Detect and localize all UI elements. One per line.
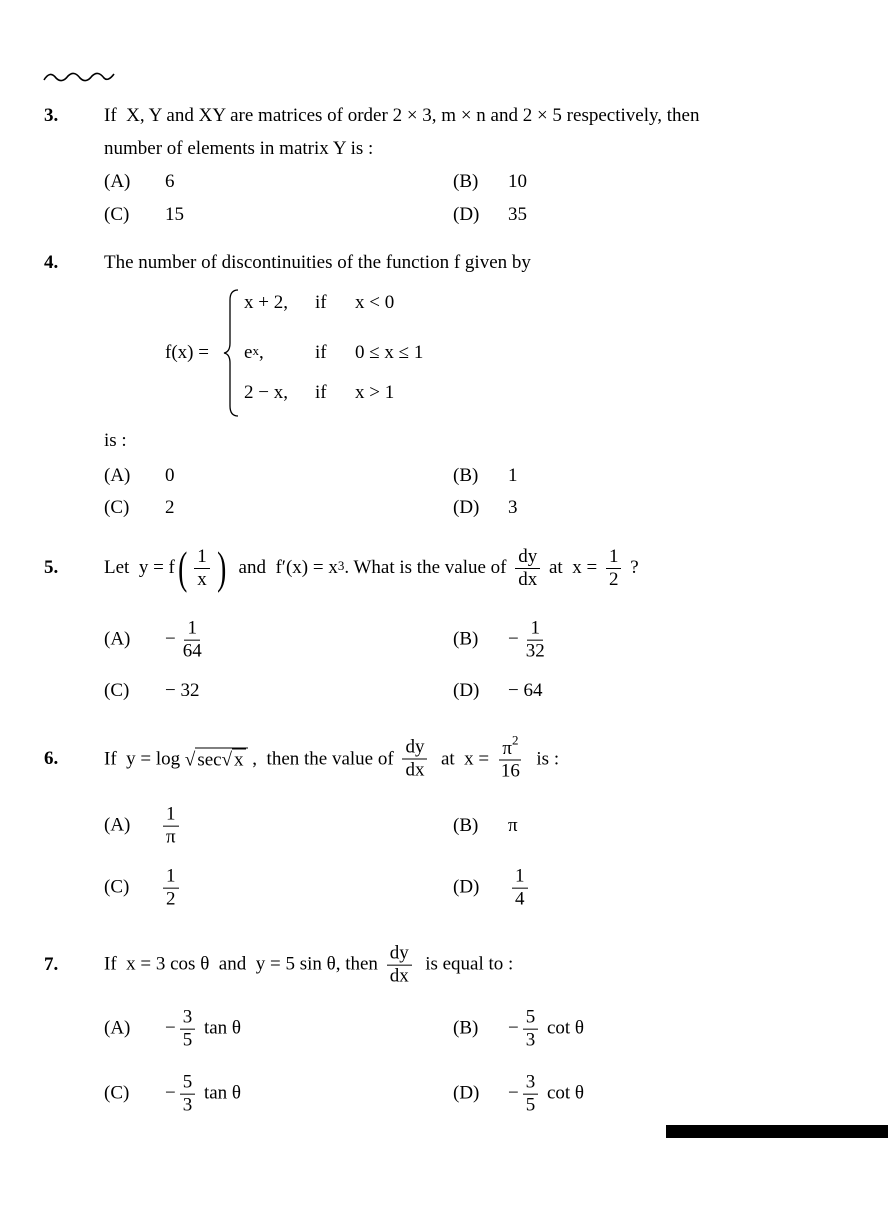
denominator: 16 — [500, 760, 520, 782]
option-label: (C) — [104, 1083, 130, 1104]
option-a — [104, 618, 209, 663]
option-d — [453, 1072, 584, 1117]
option-value: 35 — [508, 204, 527, 225]
text: tan θ — [199, 1083, 242, 1104]
exponent: 2 — [511, 732, 519, 748]
case-cond: x < 0 — [355, 292, 395, 313]
option-value: 1 — [508, 465, 518, 486]
numerator: 1 — [194, 546, 210, 569]
text: Let y = f — [104, 557, 175, 578]
text: sec — [197, 748, 222, 770]
option-label: (D) — [453, 204, 480, 225]
numerator: 3 — [523, 1072, 539, 1095]
denominator: 5 — [182, 1029, 193, 1051]
fraction — [498, 732, 523, 782]
option-label: (A) — [104, 815, 131, 836]
text: cot θ — [542, 1018, 585, 1039]
square-root — [185, 747, 248, 771]
option-a — [104, 1007, 241, 1052]
square-root — [222, 748, 246, 771]
case-if: if — [315, 342, 327, 363]
sign: − — [165, 1018, 176, 1039]
numerator: dy — [387, 943, 412, 966]
option-b — [453, 171, 527, 193]
exponent: 3 — [337, 558, 345, 573]
question-text — [104, 542, 639, 593]
denominator: π — [166, 826, 176, 848]
sign: − — [165, 1083, 176, 1104]
option-label: (A) — [104, 465, 131, 486]
option-value: − 64 — [508, 680, 543, 701]
text: If x = 3 cos θ and y = 5 sin θ, then — [104, 954, 383, 975]
case-expr: 2 − x, — [244, 382, 288, 403]
option-a — [104, 465, 175, 487]
case-expr — [244, 342, 264, 364]
text: cot θ — [542, 1083, 585, 1104]
option-label: (C) — [104, 680, 130, 701]
question-number: 7. — [44, 954, 59, 975]
question-text: If X, Y and XY are matrices of order 2 × 3, m × n and 2 × 5 respectively, then — [104, 105, 700, 126]
derivative-fraction — [402, 737, 427, 782]
option-label: (D) — [453, 1083, 480, 1104]
fraction — [180, 618, 205, 663]
option-label: (D) — [453, 497, 480, 518]
case-if: if — [315, 382, 327, 403]
fraction — [180, 1007, 196, 1052]
function-name: f(x) = — [165, 342, 209, 363]
denominator: 64 — [182, 640, 202, 662]
option-a — [104, 171, 175, 193]
text: is equal to : — [415, 954, 514, 975]
text: . What is the value of — [344, 557, 512, 578]
option-label: (B) — [453, 629, 479, 650]
question-text: The number of discontinuities of the function f given by — [104, 252, 531, 273]
option-c — [104, 680, 199, 702]
option-label: (D) — [453, 680, 480, 701]
option-c — [104, 204, 184, 226]
option-value: 3 — [508, 497, 518, 518]
numerator: 3 — [180, 1007, 196, 1030]
denominator: 4 — [515, 888, 525, 910]
question-number: 4. — [44, 252, 59, 273]
numerator: 1 — [163, 866, 179, 889]
case-expr: x + 2, — [244, 292, 288, 313]
option-label: (B) — [453, 815, 479, 836]
option-b — [453, 815, 518, 837]
numerator: 5 — [180, 1072, 196, 1095]
question-tail: is : — [104, 430, 127, 451]
fraction — [512, 866, 528, 911]
option-label: (A) — [104, 629, 131, 650]
text: tan θ — [199, 1018, 242, 1039]
question-number: 5. — [44, 557, 59, 578]
fraction — [180, 1072, 196, 1117]
option-label: (B) — [453, 171, 479, 192]
option-label: (C) — [104, 497, 130, 518]
case-if: if — [315, 292, 327, 313]
text: and f′(x) = x — [229, 557, 338, 578]
case-cond: 0 ≤ x ≤ 1 — [355, 342, 424, 363]
denominator: 3 — [182, 1094, 193, 1116]
exponent: x — [252, 343, 259, 358]
option-label: (C) — [104, 877, 130, 898]
page-end-bar — [666, 1125, 888, 1138]
right-paren: ) — [216, 542, 226, 593]
sign: − — [508, 1018, 519, 1039]
numerator: 5 — [523, 1007, 539, 1030]
derivative-fraction — [387, 943, 412, 988]
case-cond: x > 1 — [355, 382, 395, 403]
sign: − — [165, 629, 176, 650]
numerator: 1 — [527, 618, 543, 641]
option-value: 15 — [165, 204, 184, 225]
pi: π — [502, 737, 512, 759]
left-paren: ( — [177, 542, 188, 593]
fraction — [163, 866, 179, 911]
denominator: 5 — [525, 1094, 536, 1116]
fraction — [606, 546, 622, 591]
text: If y = log — [104, 747, 185, 769]
numerator: 1 — [163, 804, 179, 827]
option-a — [104, 804, 183, 849]
option-value: π — [508, 815, 518, 836]
question-number: 3. — [44, 105, 59, 126]
question-text — [104, 732, 560, 782]
sign: − — [508, 629, 519, 650]
text: ? — [625, 557, 639, 578]
option-value: − 32 — [165, 680, 200, 701]
wave-ornament-icon — [42, 68, 116, 84]
option-label: (D) — [453, 877, 480, 898]
option-label: (A) — [104, 171, 131, 192]
question-text: number of elements in matrix Y is : — [104, 138, 374, 159]
radical-icon: √ — [184, 748, 196, 770]
fraction — [523, 1007, 539, 1052]
option-d — [453, 204, 527, 226]
option-value: 6 — [165, 171, 175, 192]
option-label: (A) — [104, 1018, 131, 1039]
numerator: dy — [515, 546, 540, 569]
fraction — [523, 618, 548, 663]
sign: − — [508, 1083, 519, 1104]
fraction — [523, 1072, 539, 1117]
option-d — [453, 497, 518, 519]
denominator: 2 — [166, 888, 176, 910]
left-brace-icon — [222, 288, 242, 418]
numerator: 1 — [512, 866, 528, 889]
option-b — [453, 465, 518, 487]
option-b — [453, 1007, 584, 1052]
option-d — [453, 866, 532, 911]
option-value: 10 — [508, 171, 527, 192]
fraction — [194, 546, 210, 591]
denominator: 2 — [608, 568, 619, 590]
denominator: dx — [389, 965, 409, 987]
denominator: dx — [405, 759, 425, 781]
numerator: 1 — [184, 618, 200, 641]
text: , then the value of — [247, 747, 399, 769]
question-number: 6. — [44, 748, 59, 769]
comma: , — [258, 342, 264, 363]
option-c — [104, 497, 175, 519]
fraction — [163, 804, 179, 849]
option-value: 0 — [165, 465, 175, 486]
denominator: 3 — [525, 1029, 536, 1051]
option-b — [453, 618, 552, 663]
numerator — [499, 732, 521, 760]
option-d — [453, 680, 542, 702]
derivative-fraction — [515, 546, 540, 591]
text: at x = — [544, 557, 602, 578]
radicand: x — [234, 748, 244, 770]
denominator: dx — [518, 568, 538, 590]
radical-icon: √ — [221, 748, 233, 770]
option-label: (B) — [453, 465, 479, 486]
option-c — [104, 1072, 241, 1117]
option-c — [104, 866, 183, 911]
numerator: 1 — [606, 546, 622, 569]
option-label: (B) — [453, 1018, 479, 1039]
option-value: 2 — [165, 497, 175, 518]
question-text — [104, 943, 513, 988]
text: is : — [526, 747, 560, 769]
denominator: 32 — [525, 640, 545, 662]
denominator: x — [197, 568, 207, 590]
option-label: (C) — [104, 204, 130, 225]
text: at x = — [431, 747, 494, 769]
radicand — [195, 747, 247, 771]
numerator: dy — [402, 737, 427, 760]
base: e — [244, 342, 253, 363]
